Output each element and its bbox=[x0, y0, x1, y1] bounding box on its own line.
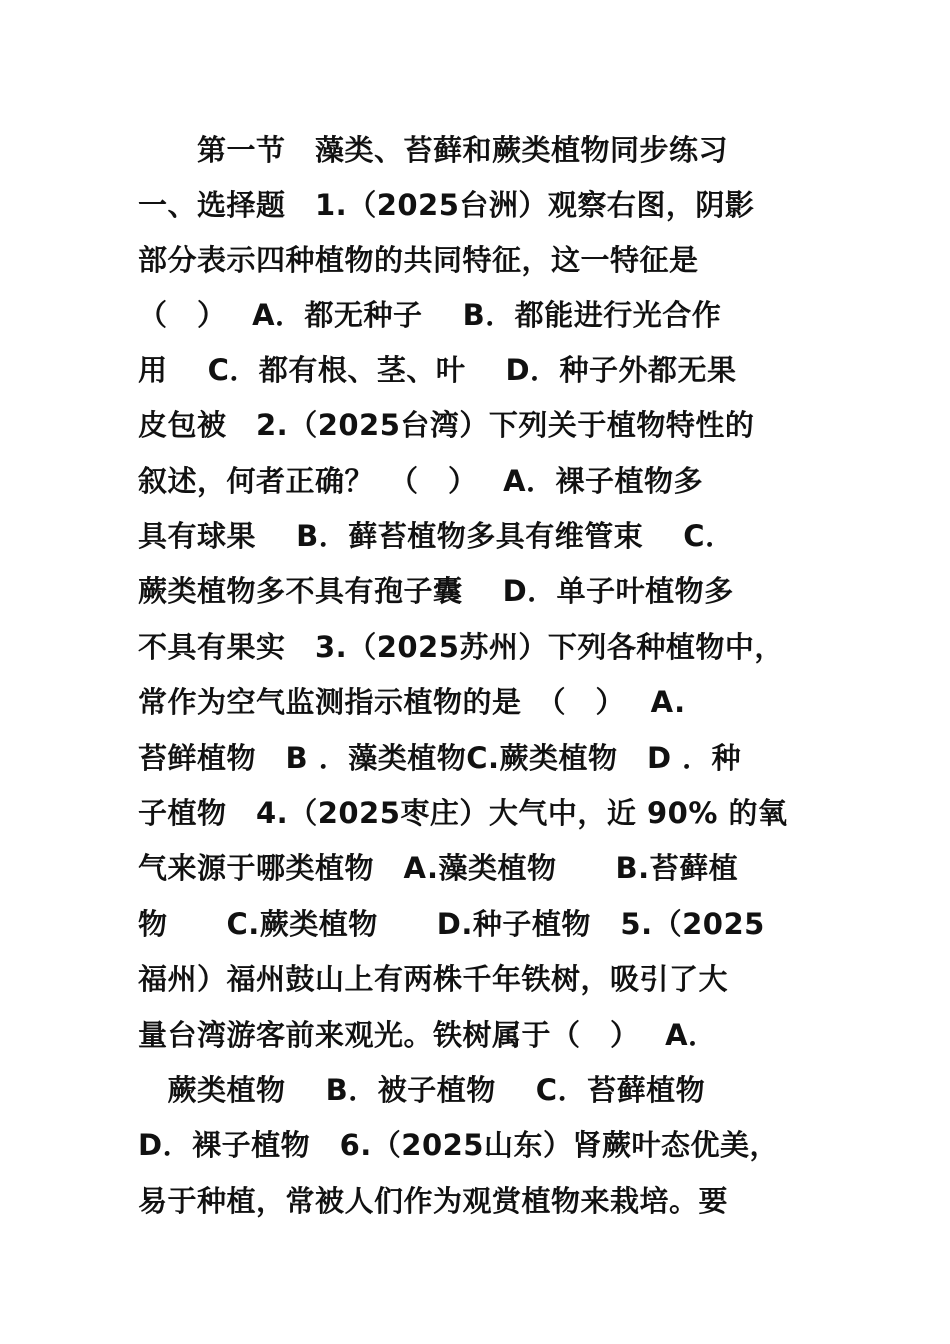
text-line-19: D．裸子植物 6.（2025山东）肾蕨叶态优美， bbox=[138, 1128, 779, 1162]
text-line-5: 用 C．都有根、茎、叶 D．种子外都无果 bbox=[138, 353, 737, 387]
text-line-10: 不具有果实 3.（2025苏州）下列各种植物中， bbox=[138, 630, 784, 664]
text-line-20: 易于种植，常被人们作为观赏植物来栽培。要 bbox=[138, 1184, 729, 1218]
text-line-16: 福州）福州鼓山上有两株千年铁树，吸引了大 bbox=[138, 962, 729, 996]
text-line-12: 苔鲜植物 B ．藻类植物C.蕨类植物 D ．种 bbox=[138, 741, 742, 775]
text-line-2: 一、选择题 1.（2025台洲）观察右图，阴影 bbox=[138, 188, 755, 222]
text-line-17: 量台湾游客前来观光。铁树属于（ ） A． bbox=[138, 1018, 718, 1052]
text-line-8: 具有球果 B．藓苔植物多具有维管束 C． bbox=[138, 519, 735, 553]
text-line-14: 气来源于哪类植物 A.藻类植物 B.苔藓植 bbox=[138, 851, 739, 885]
text-line-6: 皮包被 2.（2025台湾）下列关于植物特性的 bbox=[138, 408, 755, 442]
text-line-7: 叙述，何者正确？ （ ） A．裸子植物多 bbox=[138, 464, 704, 498]
text-line-18: 蕨类植物 B．被子植物 C．苔藓植物 bbox=[138, 1073, 706, 1107]
text-line-11: 常作为空气监测指示植物的是 （ ） A. bbox=[138, 685, 686, 719]
text-line-15: 物 C.蕨类植物 D.种子植物 5.（2025 bbox=[138, 907, 765, 941]
text-line-1: 第一节 藻类、苔藓和蕨类植物同步练习 bbox=[138, 133, 729, 167]
text-line-9: 蕨类植物多不具有孢子囊 D．单子叶植物多 bbox=[138, 574, 734, 608]
text-line-13: 子植物 4.（2025枣庄）大气中，近 90% 的氧 bbox=[138, 796, 788, 830]
text-line-3: 部分表示四种植物的共同特征，这一特征是 bbox=[138, 243, 699, 277]
text-line-4: （ ） A．都无种子 B．都能进行光合作 bbox=[138, 298, 722, 332]
